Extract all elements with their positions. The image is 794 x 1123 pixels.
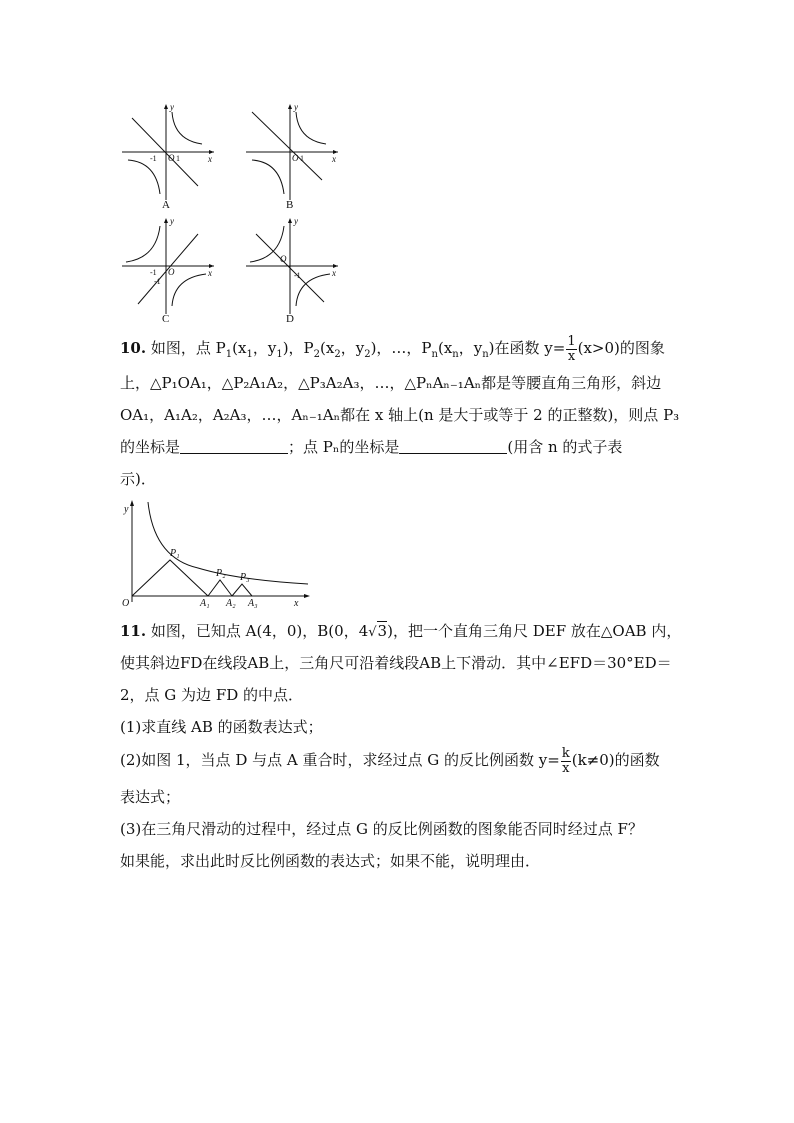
svg-text:A₁: A₁ (200, 598, 210, 609)
q10-line-4: 的坐标是 ；点 Pₙ的坐标是 (用含 n 的式子表 (120, 438, 623, 456)
svg-text:y: y (170, 102, 174, 112)
svg-text:x: x (294, 598, 299, 609)
svg-text:P₂: P₂ (216, 568, 226, 579)
option-graph-d (242, 214, 342, 324)
q10-number: 10. (120, 339, 147, 357)
svg-text:1: 1 (300, 154, 304, 163)
q11-part-2: (2)如图 1，当点 D 与点 A 重合时，求经过点 G 的反比例函数 y= $\frac{k}{x}$ (k≠0)的函数 (120, 745, 660, 776)
q11-part-3-cont: 如果能，求出此时反比例函数的表达式；如果不能，说明理由． (120, 852, 541, 870)
q11-line-3: 2，点 G 为边 FD 的中点． (120, 686, 304, 704)
svg-text:y: y (170, 216, 174, 226)
svg-text:y: y (294, 102, 298, 112)
svg-text:-1: -1 (154, 277, 161, 286)
svg-text:P₁: P₁ (170, 548, 180, 559)
q11-fraction: $\frac{k}{x}$ (561, 745, 570, 776)
q10-fraction: $\frac{1}{x}$ (567, 333, 576, 364)
svg-text:1: 1 (176, 154, 180, 163)
svg-text:O: O (168, 267, 175, 277)
q10-answer-blank-2 (399, 437, 507, 454)
q11-part-3: (3)在三角尺滑动的过程中，经过点 G 的反比例函数的图象能否同时经过点 F？ (120, 820, 643, 838)
q10-figure (118, 496, 318, 608)
svg-text:D: D (286, 313, 294, 325)
svg-text:O: O (168, 153, 175, 163)
svg-text:A₃: A₃ (248, 598, 258, 609)
q11-part-1: (1)求直线 AB 的函数表达式； (120, 718, 323, 736)
svg-text:y: y (294, 216, 298, 226)
option-graph-a (118, 100, 218, 210)
q10-line-5: 示)． (120, 470, 156, 488)
svg-text:C: C (162, 313, 170, 325)
q11-number: 11. (120, 622, 147, 640)
svg-text:x: x (332, 154, 336, 164)
svg-text:P₃: P₃ (240, 572, 250, 583)
svg-text:x: x (332, 268, 336, 278)
svg-text:O: O (122, 598, 130, 609)
option-graph-b (242, 100, 342, 210)
option-graph-c (118, 214, 218, 324)
svg-text:-1: -1 (150, 268, 157, 277)
svg-text:A₂: A₂ (226, 598, 236, 609)
svg-text:y: y (124, 504, 129, 515)
svg-text:x: x (208, 154, 212, 164)
svg-text:B: B (286, 199, 294, 211)
svg-text:-1: -1 (294, 271, 301, 280)
q11-line-1: 11. 如图，已知点 A(4，0)，B(0，4√3)，把一个直角三角尺 DEF 放在△OAB 内， (120, 622, 682, 640)
svg-text:O: O (280, 254, 287, 264)
svg-text:O: O (292, 153, 299, 163)
svg-text:-1: -1 (150, 154, 157, 163)
q10-line-1: 10. 如图，点 $P_1(x_1$，$y_1$)，$P_2(x_2$，$y_2$)，…，$P_n(x_n$，$y_n$)在函数 y= $\frac{1}{x}$ (x>0)的图象 (120, 333, 665, 364)
q11-part-2-cont: 表达式； (120, 788, 181, 806)
svg-text:x: x (208, 268, 212, 278)
q10-line-3: OA₁，A₁A₂，A₂A₃，…，Aₙ₋₁Aₙ都在 x 轴上(n 是大于或等于 2 的正整数)，则点 P₃ (120, 406, 680, 424)
q10-answer-blank-1 (180, 437, 288, 454)
q11-line-2: 使其斜边FD在线段AB上，三角尺可沿着线段AB上下滑动．其中∠EFD＝30°ED＝ (120, 654, 672, 672)
svg-text:A: A (162, 199, 170, 211)
q10-line-2: 上，△P₁OA₁，△P₂A₁A₂，△P₃A₂A₃，…，△PₙAₙ₋₁Aₙ都是等腰直角三角形，斜边 (120, 374, 662, 392)
